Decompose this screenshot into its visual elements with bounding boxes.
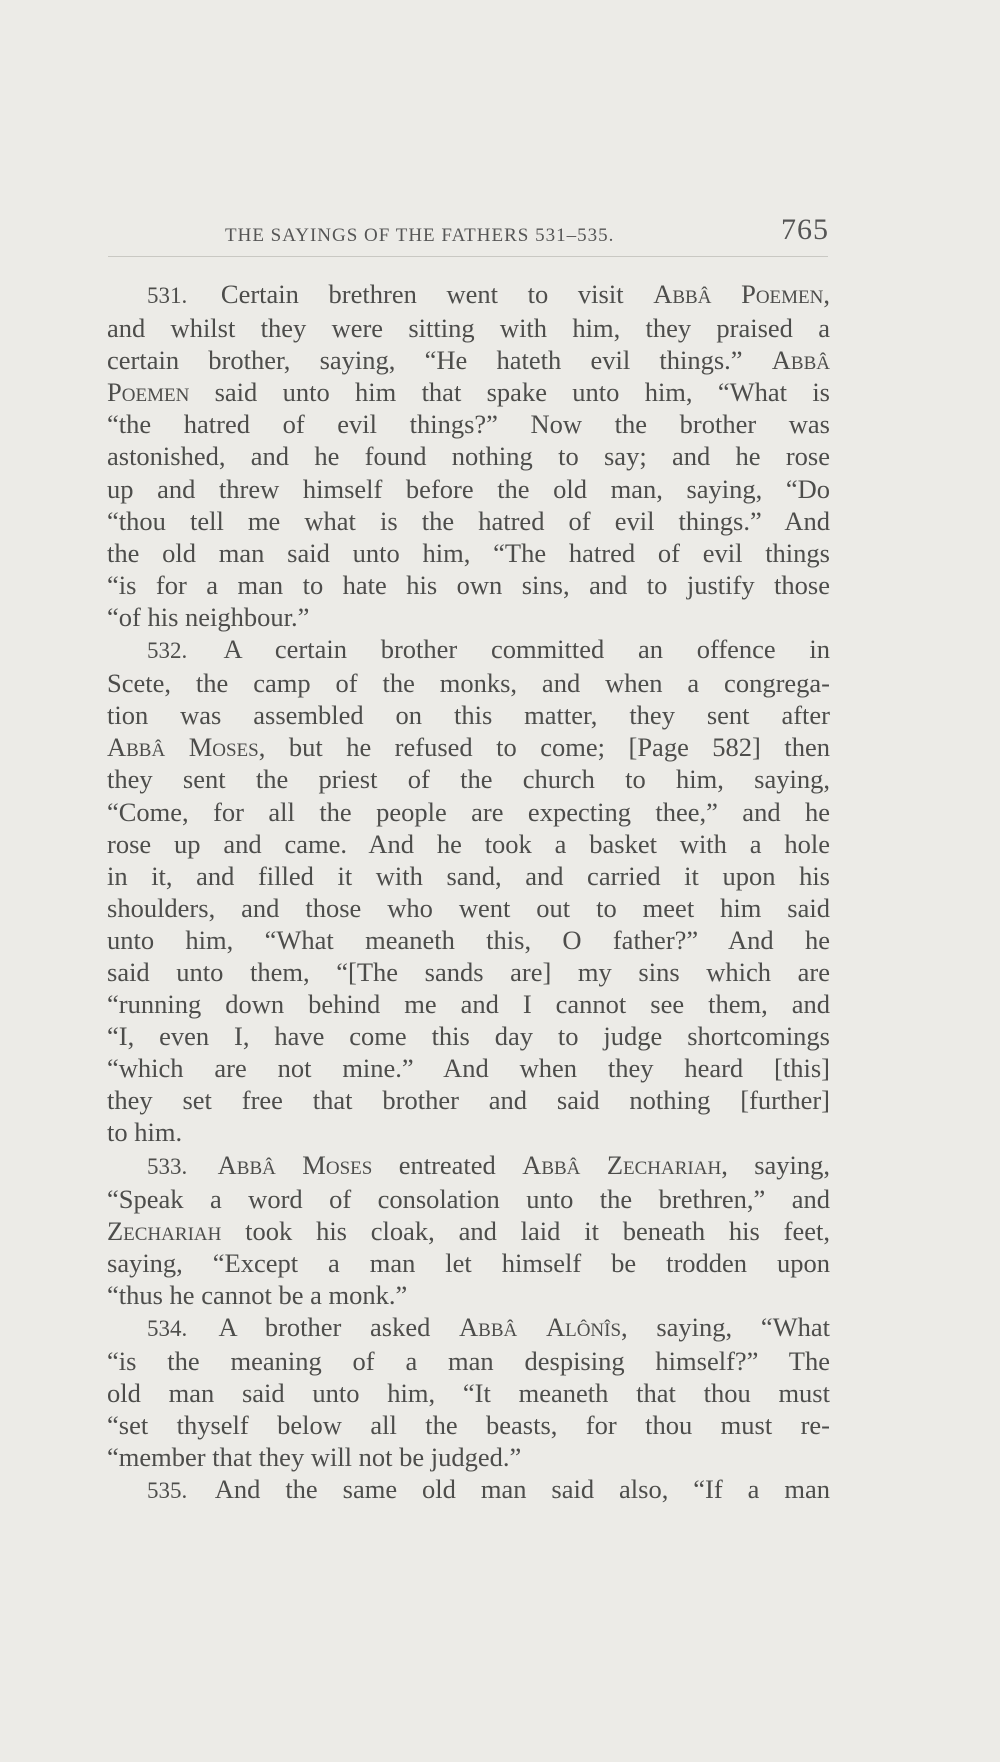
- text-line: “thus he cannot be a monk.”: [107, 1279, 408, 1310]
- running-head: THE SAYINGS OF THE FATHERS 531–535.: [225, 225, 615, 246]
- text-line: saying, “Except a man let himself be trodden upon: [107, 1247, 830, 1278]
- paragraph-number: 534.: [147, 1316, 188, 1341]
- text-line: Poemen said unto him that spake unto him, “What is: [107, 377, 830, 408]
- text-line: “of his neighbour.”: [107, 601, 310, 632]
- paragraph-533: [107, 1149, 830, 1311]
- paragraph-535: [107, 1473, 830, 1507]
- text-line: old man said unto him, “It meaneth that thou must: [107, 1378, 830, 1409]
- text-line: 532. A certain brother committed an offence in: [147, 634, 831, 665]
- header-rule: [108, 256, 828, 257]
- paragraph-number: 531.: [147, 283, 188, 308]
- text-line: said unto them, “[The sands are] my sins which are: [107, 956, 830, 987]
- text-line: “set thyself below all the beasts, for thou must re-: [107, 1410, 830, 1441]
- page-number: 765: [781, 213, 829, 246]
- text-line: unto him, “What meaneth this, O father?” And he: [107, 924, 830, 955]
- text-line: they sent the priest of the church to him, saying,: [107, 764, 830, 795]
- text-line: “is for a man to hate his own sins, and to justify those: [107, 569, 830, 600]
- body-text: [107, 278, 830, 1508]
- page-header: [107, 213, 829, 253]
- text-line: “thou tell me what is the hatred of evil things.” And: [107, 505, 830, 536]
- text-line: in it, and filled it with sand, and carried it upon his: [107, 860, 830, 891]
- text-line: “the hatred of evil things?” Now the brother was: [107, 409, 830, 440]
- text-line: 534. A brother asked Abbâ Alônîs, saying, “What: [147, 1312, 830, 1342]
- text-line: “Come, for all the people are expecting thee,” and he: [107, 796, 830, 827]
- text-line: astonished, and he found nothing to say; and he rose: [107, 441, 830, 472]
- paragraph-number: 533.: [147, 1153, 188, 1179]
- text-line: and whilst they were sitting with him, they praised a: [107, 313, 830, 344]
- text-line: they set free that brother and said nothing [further]: [107, 1085, 830, 1116]
- paragraph-531: [107, 278, 830, 633]
- text-line: “which are not mine.” And when they heard [this]: [107, 1053, 830, 1084]
- text-line: 533. Abbâ Moses entreated Abbâ Zechariah, saying,: [147, 1149, 831, 1180]
- text-line: certain brother, saying, “He hateth evil things.” Abbâ: [107, 345, 830, 376]
- text-line: 535. And the same old man said also, “If a man: [147, 1474, 830, 1505]
- text-line: Abbâ Moses, but he refused to come; [Page 582] then: [107, 732, 830, 763]
- paragraph-number: 535.: [147, 1478, 188, 1504]
- text-line: rose up and came. And he took a basket with a hole: [107, 828, 830, 859]
- text-line: “I, even I, have come this day to judge shortcomings: [107, 1021, 830, 1052]
- text-line: “is the meaning of a man despising himself?” The: [107, 1346, 830, 1377]
- text-line: the old man said unto him, “The hatred of evil things: [107, 537, 830, 568]
- paragraph-532: [107, 633, 830, 1149]
- text-line: “member that they will not be judged.”: [107, 1442, 522, 1473]
- text-line: Scete, the camp of the monks, and when a congrega-: [107, 668, 830, 699]
- text-line: 531. Certain brethren went to visit Abbâ Poemen,: [147, 279, 831, 309]
- text-line: shoulders, and those who went out to meet him said: [107, 892, 830, 923]
- text-line: to him.: [107, 1117, 183, 1148]
- text-line: “running down behind me and I cannot see them, and: [107, 989, 830, 1020]
- text-line: “Speak a word of consolation unto the brethren,” and: [107, 1183, 830, 1214]
- paragraph-number: 532.: [147, 638, 188, 664]
- text-line: up and threw himself before the old man, saying, “Do: [107, 473, 830, 504]
- text-line: Zechariah took his cloak, and laid it beneath his feet,: [107, 1215, 830, 1246]
- text-line: tion was assembled on this matter, they sent after: [107, 700, 830, 731]
- paragraph-534: [107, 1311, 830, 1473]
